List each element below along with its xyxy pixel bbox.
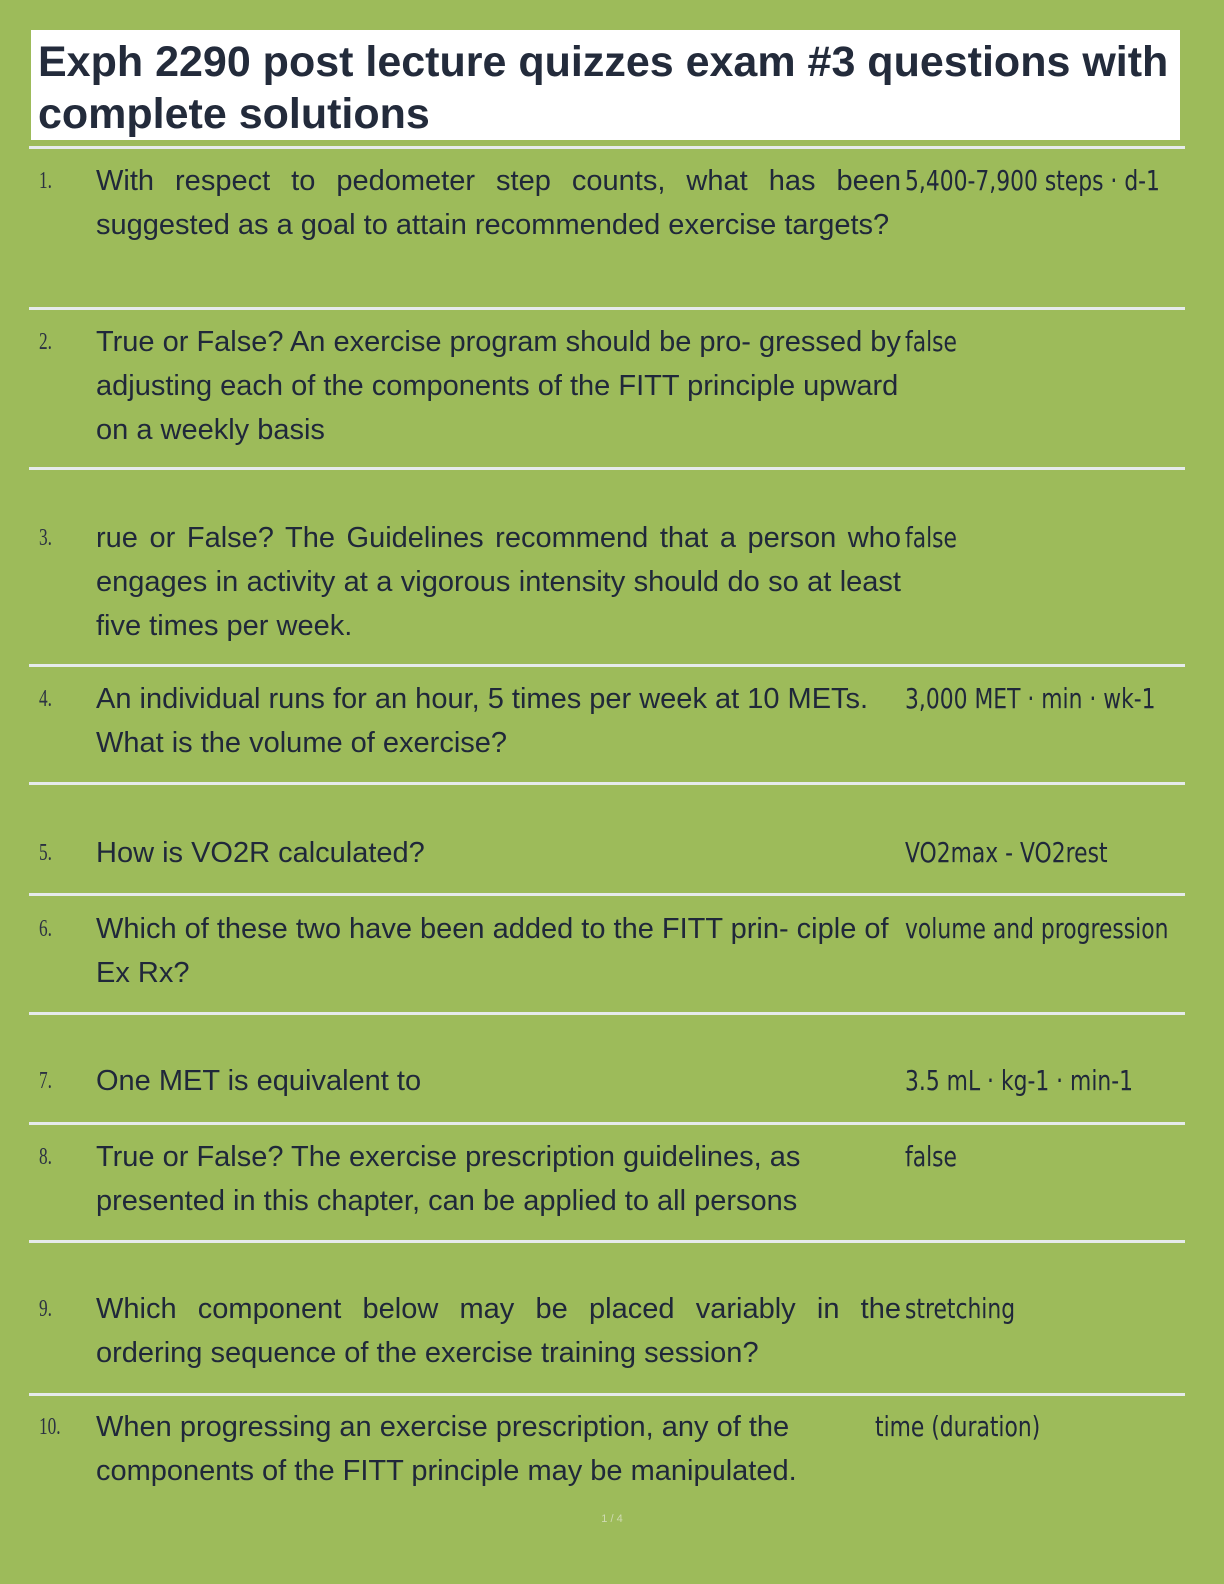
answer-text: time (duration): [875, 1410, 1041, 1443]
answer-text: 3.5 mL · kg-1 · min-1: [905, 1064, 1134, 1097]
page-indicator: 1 / 4: [601, 1513, 623, 1525]
question-number: 6.: [39, 916, 52, 942]
answer-text: 3,000 MET · min · wk-1: [905, 682, 1156, 715]
answer-text: stretching: [905, 1292, 1016, 1325]
divider: [29, 893, 1185, 896]
divider: [29, 782, 1185, 785]
question-text: Which of these two have been added to the FITT prin- ciple of Ex Rx?: [96, 913, 889, 989]
divider: [29, 664, 1185, 667]
answer-text: false: [905, 325, 957, 358]
question-number: 7.: [39, 1068, 52, 1094]
question-text: One MET is equivalent to: [96, 1065, 422, 1097]
question-number: 9.: [39, 1296, 52, 1322]
divider: [29, 1393, 1185, 1396]
question-text: How is VO2R calculated?: [96, 837, 425, 869]
question-number: 1.: [39, 168, 52, 194]
answer-text: 5,400-7,900 steps · d-1: [905, 164, 1160, 197]
page-title: Exph 2290 post lecture quizzes exam #3 questions with complete solutions: [38, 38, 1169, 138]
divider: [29, 307, 1185, 310]
question-text: True or False? An exercise program should be pro- gressed by adjusting each of the components of the FITT principle upward on a weekly basis: [96, 326, 901, 446]
question-number: 8.: [39, 1144, 52, 1170]
question-text: With respect to pedometer step counts, what has been suggested as a goal to attain recommended exercise targets?: [96, 165, 901, 241]
divider: [29, 1240, 1185, 1243]
question-number: 5.: [39, 840, 52, 866]
question-text: True or False? The exercise prescription guidelines, as presented in this chapter, can be applied to all persons: [96, 1141, 801, 1217]
question-text: When progressing an exercise prescription, any of the components of the FITT principle may be manipulated.: [96, 1411, 797, 1487]
question-text: rue or False? The Guidelines recommend that a person who engages in activity at a vigorous intensity should do so at least five times per week.: [96, 522, 901, 642]
question-text: An individual runs for an hour, 5 times per week at 10 METs. What is the volume of exercise?: [96, 683, 869, 759]
answer-text: volume and progression: [905, 912, 1169, 945]
answer-text: VO2max - VO2rest: [905, 836, 1108, 869]
divider: [29, 1012, 1185, 1015]
divider: [29, 467, 1185, 470]
answer-text: false: [905, 521, 957, 554]
question-number: 10.: [39, 1414, 61, 1440]
title-box: [31, 30, 1180, 140]
question-number: 4.: [39, 686, 52, 712]
question-text: Which component below may be placed variably in the ordering sequence of the exercise training session?: [96, 1293, 901, 1369]
question-number: 2.: [39, 329, 52, 355]
divider: [29, 1122, 1185, 1125]
question-number: 3.: [39, 525, 52, 551]
answer-text: false: [905, 1140, 957, 1173]
divider: [29, 146, 1185, 149]
